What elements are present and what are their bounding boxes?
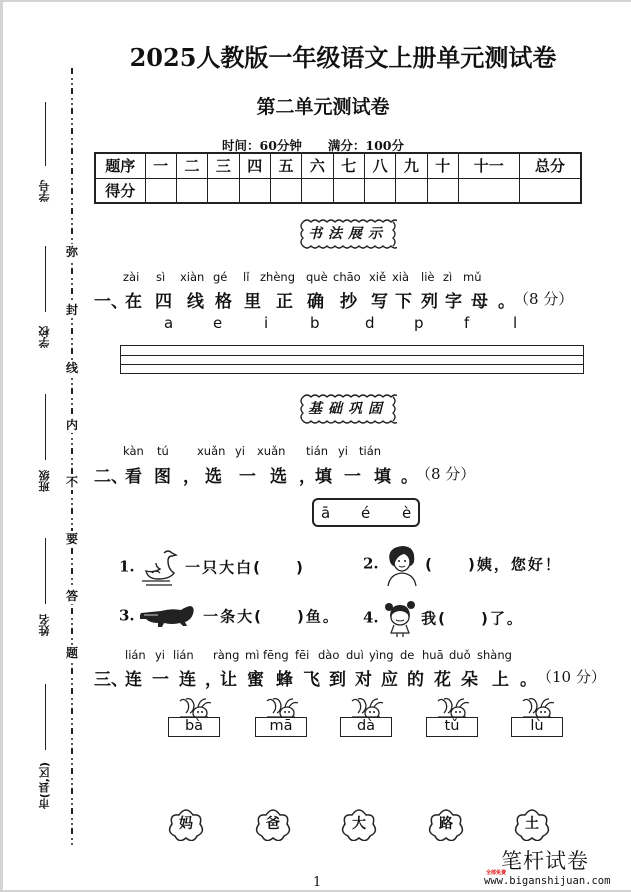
dash	[71, 388, 73, 394]
woman-picture-icon	[384, 542, 420, 586]
unit-subtitle: 第二单元测试卷	[256, 96, 390, 118]
prompt-char: 飞	[303, 670, 320, 690]
dot	[71, 618, 73, 620]
letter: p	[414, 314, 424, 332]
bee-pinyin: dà	[340, 717, 392, 737]
dot	[71, 578, 73, 580]
pinyin: duǒ	[449, 648, 471, 662]
dash	[71, 668, 73, 674]
dash	[71, 328, 73, 334]
tone-option: è	[402, 504, 412, 522]
prompt-char: 选	[270, 467, 287, 487]
col-header: 一	[145, 153, 176, 178]
four-line-grid[interactable]	[120, 345, 584, 374]
letter: b	[310, 314, 320, 332]
dot	[71, 218, 73, 220]
swan-picture-icon	[140, 547, 180, 587]
banner-text: 书法展示	[308, 226, 388, 242]
bee-pinyin: bà	[168, 717, 220, 737]
prompt-char: 连	[125, 670, 142, 690]
prompt-char: 。	[498, 292, 515, 312]
dash	[71, 628, 73, 634]
flower[interactable]	[514, 807, 550, 841]
score-cell-total[interactable]	[519, 178, 581, 203]
prompt-char: ，	[205, 670, 222, 690]
row-label-score: 得分	[95, 178, 145, 203]
pinyin: fēng	[263, 648, 289, 662]
points: （10 分）	[537, 668, 606, 686]
girl-picture-icon	[384, 599, 416, 637]
class-label: 班级	[38, 470, 51, 492]
points: （8 分）	[416, 465, 476, 483]
item-text: 一条大( )鱼。	[203, 607, 340, 626]
prompt-char: 应	[381, 670, 398, 690]
q2-item-4[interactable]	[363, 599, 524, 637]
prompt-char: 上	[492, 670, 509, 690]
dash	[71, 68, 73, 74]
col-header: 五	[270, 153, 301, 178]
dash	[71, 208, 73, 214]
bee-card[interactable]	[338, 697, 394, 741]
dot	[71, 278, 73, 280]
pinyin: yi	[338, 444, 349, 458]
row-label-question: 题序	[95, 153, 145, 178]
pinyin: ràng	[213, 648, 240, 662]
school-line	[45, 246, 46, 312]
pinyin: lián	[173, 648, 194, 662]
name-label: 姓名	[38, 614, 51, 636]
bee-card[interactable]	[253, 697, 309, 741]
letter: a	[164, 314, 174, 332]
prompt-char: 字	[445, 292, 462, 312]
pinyin: xià	[392, 270, 410, 284]
col-header: 三	[208, 153, 239, 178]
dot	[71, 723, 73, 725]
prompt-char: 一	[152, 670, 169, 690]
section-banner-calligraphy	[299, 218, 397, 250]
prompt-char: 写	[371, 292, 388, 312]
prompt-char: 对	[355, 670, 372, 690]
bee-card[interactable]	[166, 697, 222, 741]
prompt-char: 格	[215, 292, 232, 312]
pinyin: xiě	[369, 270, 387, 284]
prompt-char: 列	[421, 292, 438, 312]
pinyin: yìng	[369, 648, 394, 662]
watermark-url[interactable]: www.biganshijuan.com	[484, 875, 611, 887]
item-number: 3.	[119, 606, 135, 625]
field-school[interactable]	[17, 246, 57, 376]
dash	[71, 148, 73, 154]
q2-item-3[interactable]	[119, 603, 340, 629]
score-cell[interactable]	[302, 178, 333, 203]
flower[interactable]	[428, 807, 464, 841]
pinyin: xiàn	[180, 270, 205, 284]
bee-pinyin: tǔ	[426, 717, 478, 737]
dash	[71, 268, 73, 274]
dot	[71, 138, 73, 140]
school-label: 学校	[38, 326, 51, 348]
prompt-char: 蜂	[276, 670, 293, 690]
prompt-char: 确	[307, 292, 324, 312]
dot	[71, 823, 73, 825]
pinyin: yi	[155, 648, 166, 662]
dash	[71, 448, 73, 454]
dot	[71, 78, 73, 80]
prompt-char: 填	[374, 467, 391, 487]
dash	[71, 228, 73, 234]
dot	[71, 638, 73, 640]
tone-options-box	[312, 498, 420, 527]
prompt-char: 。	[520, 670, 537, 690]
dot	[71, 743, 73, 745]
dot	[71, 398, 73, 400]
dot	[71, 118, 73, 120]
dot	[71, 443, 73, 445]
dot	[71, 83, 73, 85]
bee-card[interactable]	[509, 697, 565, 741]
page-number: 1	[313, 875, 322, 890]
pinyin: shàng	[477, 648, 512, 662]
pinyin: tián	[306, 444, 329, 458]
watermark-title: 笔杆试卷	[501, 849, 589, 873]
field-class[interactable]	[17, 394, 57, 494]
points: （8 分）	[514, 290, 574, 308]
prompt-char: 花	[434, 670, 451, 690]
prompt-char: 线	[187, 292, 204, 312]
prompt-char: 里	[244, 292, 261, 312]
field-name[interactable]	[17, 538, 57, 648]
dot	[71, 663, 73, 665]
score-table-header-row	[95, 153, 581, 178]
pinyin: sì	[156, 270, 166, 284]
dash	[71, 748, 73, 754]
pinyin: fēi	[295, 648, 310, 662]
dot	[71, 203, 73, 205]
item-text: 我( )了。	[421, 609, 524, 628]
dot	[71, 383, 73, 385]
letter: d	[365, 314, 375, 332]
letter: e	[213, 314, 223, 332]
score-cell[interactable]	[364, 178, 395, 203]
dash	[71, 568, 73, 574]
dot	[71, 738, 73, 740]
prompt-char: 朵	[461, 670, 478, 690]
pinyin: xuǎn	[257, 444, 286, 458]
dot	[71, 123, 73, 125]
pinyin: zài	[123, 270, 140, 284]
item-text: 一只大白( )	[185, 558, 305, 577]
col-header: 十	[427, 153, 458, 178]
dot	[71, 718, 73, 720]
full-score: 满分：100分	[327, 138, 404, 153]
pinyin: lǐ	[243, 270, 250, 284]
name-line	[45, 538, 46, 604]
score-cell[interactable]	[239, 178, 270, 203]
flower-char: 妈	[179, 816, 193, 832]
dot	[71, 178, 73, 180]
bee-card[interactable]	[424, 697, 480, 741]
dash	[71, 828, 73, 834]
dot	[71, 843, 73, 845]
exam-title: 2025人教版一年级语文上册单元测试卷	[129, 43, 557, 72]
dot	[71, 703, 73, 705]
dot	[71, 223, 73, 225]
col-header: 十一	[458, 153, 519, 178]
flower-char: 土	[525, 816, 539, 832]
prompt-char: 填	[315, 467, 332, 487]
col-header: 七	[333, 153, 364, 178]
dot	[71, 698, 73, 700]
score-cell[interactable]	[145, 178, 176, 203]
dot	[71, 338, 73, 340]
score-cell[interactable]	[458, 178, 519, 203]
dot	[71, 463, 73, 465]
prompt-char: 图	[154, 467, 171, 487]
prompt-char: 的	[407, 670, 424, 690]
dash	[71, 728, 73, 734]
question-number: 一、	[94, 292, 128, 312]
seal-char: 线	[63, 360, 81, 376]
col-header: 八	[364, 153, 395, 178]
prompt-char: ，	[299, 467, 316, 487]
dash	[71, 128, 73, 134]
prompt-char: 下	[395, 292, 412, 312]
q2-item-1[interactable]	[119, 547, 305, 587]
col-header-total: 总分	[519, 153, 581, 178]
item-number: 2.	[363, 554, 379, 573]
prompt-char: 让	[220, 670, 237, 690]
dash	[71, 108, 73, 114]
pinyin: zì	[443, 270, 453, 284]
prompt-char: 母	[471, 292, 488, 312]
score-cell[interactable]	[270, 178, 301, 203]
dot	[71, 683, 73, 685]
dash	[71, 288, 73, 294]
seal-char: 内	[63, 417, 81, 433]
time-limit: 时间：60分钟	[222, 138, 302, 153]
dot	[71, 198, 73, 200]
question-number: 二、	[94, 467, 128, 487]
dot	[71, 838, 73, 840]
dot	[71, 503, 73, 505]
dot	[71, 558, 73, 560]
dot	[71, 318, 73, 320]
pinyin: zhèng	[260, 270, 295, 284]
pinyin: tú	[157, 444, 169, 458]
dash	[71, 788, 73, 794]
pinyin: liè	[421, 270, 435, 284]
prompt-char: 到	[329, 670, 346, 690]
dot	[71, 103, 73, 105]
grid-line	[121, 364, 583, 365]
field-student-id[interactable]	[17, 102, 57, 232]
dash	[71, 608, 73, 614]
col-header: 九	[396, 153, 427, 178]
prompt-char: 四	[155, 292, 172, 312]
item-number: 4.	[363, 608, 379, 627]
pinyin: dào	[318, 648, 340, 662]
tone-option: ā	[321, 504, 331, 522]
score-cell[interactable]	[176, 178, 207, 203]
score-table-score-row	[95, 178, 581, 203]
dot	[71, 458, 73, 460]
col-header: 二	[176, 153, 207, 178]
dot	[71, 378, 73, 380]
pinyin: què	[306, 270, 328, 284]
class-line	[45, 394, 46, 460]
dash	[71, 188, 73, 194]
pinyin: duì	[346, 648, 364, 662]
dot	[71, 298, 73, 300]
letter: f	[464, 314, 470, 332]
prompt-char: 正	[276, 292, 293, 312]
dot	[71, 783, 73, 785]
pinyin: gé	[213, 270, 228, 284]
col-header: 四	[239, 153, 270, 178]
tone-option: é	[361, 504, 371, 522]
student-id-label: 学号	[38, 180, 51, 202]
dot	[71, 323, 73, 325]
flower[interactable]	[255, 807, 291, 841]
dot	[71, 163, 73, 165]
col-header: 六	[302, 153, 333, 178]
city-label: 市(县,区)	[38, 762, 51, 810]
dot	[71, 758, 73, 760]
dash	[71, 168, 73, 174]
pinyin: lián	[125, 648, 146, 662]
flower-char: 大	[352, 816, 366, 832]
dot	[71, 518, 73, 520]
prompt-char: 抄	[340, 292, 357, 312]
dot	[71, 498, 73, 500]
prompt-char: 一	[344, 467, 361, 487]
pinyin: kàn	[123, 444, 144, 458]
field-city[interactable]	[17, 684, 57, 834]
item-text: ( )姨，您好！	[425, 555, 562, 574]
dot	[71, 778, 73, 780]
score-cell[interactable]	[333, 178, 364, 203]
dot	[71, 798, 73, 800]
letter-row	[103, 314, 583, 334]
bee-pinyin: mā	[255, 717, 307, 737]
pinyin: huā	[422, 648, 444, 662]
q2-item-2[interactable]	[363, 542, 562, 586]
pinyin: mì	[245, 648, 260, 662]
flower-char: 爸	[266, 816, 280, 832]
dash	[71, 88, 73, 94]
exam-page	[3, 2, 631, 890]
prompt-char: ，	[183, 467, 200, 487]
prompt-char: 连	[179, 670, 196, 690]
dash	[71, 548, 73, 554]
pinyin: chāo	[333, 270, 361, 284]
prompt-char: 蜜	[247, 670, 264, 690]
dash	[71, 688, 73, 694]
seal-char: 题	[63, 645, 81, 661]
dash	[71, 808, 73, 814]
dot	[71, 403, 73, 405]
dot	[71, 283, 73, 285]
prompt-char: 一	[239, 467, 256, 487]
dot	[71, 183, 73, 185]
seal-char: 要	[63, 531, 81, 547]
dot	[71, 763, 73, 765]
dot	[71, 563, 73, 565]
dot	[71, 263, 73, 265]
item-number: 1.	[119, 557, 135, 576]
pinyin: tián	[359, 444, 382, 458]
flower[interactable]	[168, 807, 204, 841]
dot	[71, 523, 73, 525]
pinyin: de	[400, 648, 415, 662]
dot	[71, 238, 73, 240]
letter: i	[264, 314, 269, 332]
bee-pinyin: lù	[511, 717, 563, 737]
prompt-char: 看	[125, 467, 142, 487]
dash	[71, 348, 73, 354]
watermark-tag: 全部免费	[486, 870, 507, 876]
pinyin: mǔ	[463, 270, 482, 284]
dot	[71, 623, 73, 625]
prompt-char: 在	[125, 292, 142, 312]
score-table	[94, 152, 582, 204]
flower-char: 路	[439, 816, 453, 832]
dot	[71, 678, 73, 680]
dot	[71, 343, 73, 345]
grid-line	[121, 355, 583, 356]
prompt-char: 选	[205, 467, 222, 487]
pinyin: yi	[235, 444, 246, 458]
score-cell[interactable]	[427, 178, 458, 203]
student-id-line	[45, 102, 46, 166]
dot	[71, 583, 73, 585]
flower[interactable]	[341, 807, 377, 841]
dot	[71, 818, 73, 820]
dot	[71, 143, 73, 145]
dot	[71, 158, 73, 160]
dash	[71, 408, 73, 414]
seal-char: 封	[63, 302, 81, 318]
dash	[71, 768, 73, 774]
dot	[71, 98, 73, 100]
city-line	[45, 684, 46, 750]
score-cell[interactable]	[396, 178, 427, 203]
dash	[71, 508, 73, 514]
seal-char: 不	[63, 474, 81, 490]
dash	[71, 708, 73, 714]
dot	[71, 803, 73, 805]
banner-text: 基础巩固	[308, 401, 388, 417]
seal-dotted-line	[69, 68, 75, 836]
crocodile-picture-icon	[140, 603, 198, 629]
seal-char: 答	[63, 588, 81, 604]
letter: l	[513, 314, 518, 332]
prompt-char: 。	[401, 467, 418, 487]
seal-char: 弥	[63, 244, 81, 260]
score-cell[interactable]	[208, 178, 239, 203]
section-banner-basics	[299, 393, 397, 425]
question-number: 三、	[94, 670, 128, 690]
dot	[71, 438, 73, 440]
pinyin: xuǎn	[197, 444, 226, 458]
